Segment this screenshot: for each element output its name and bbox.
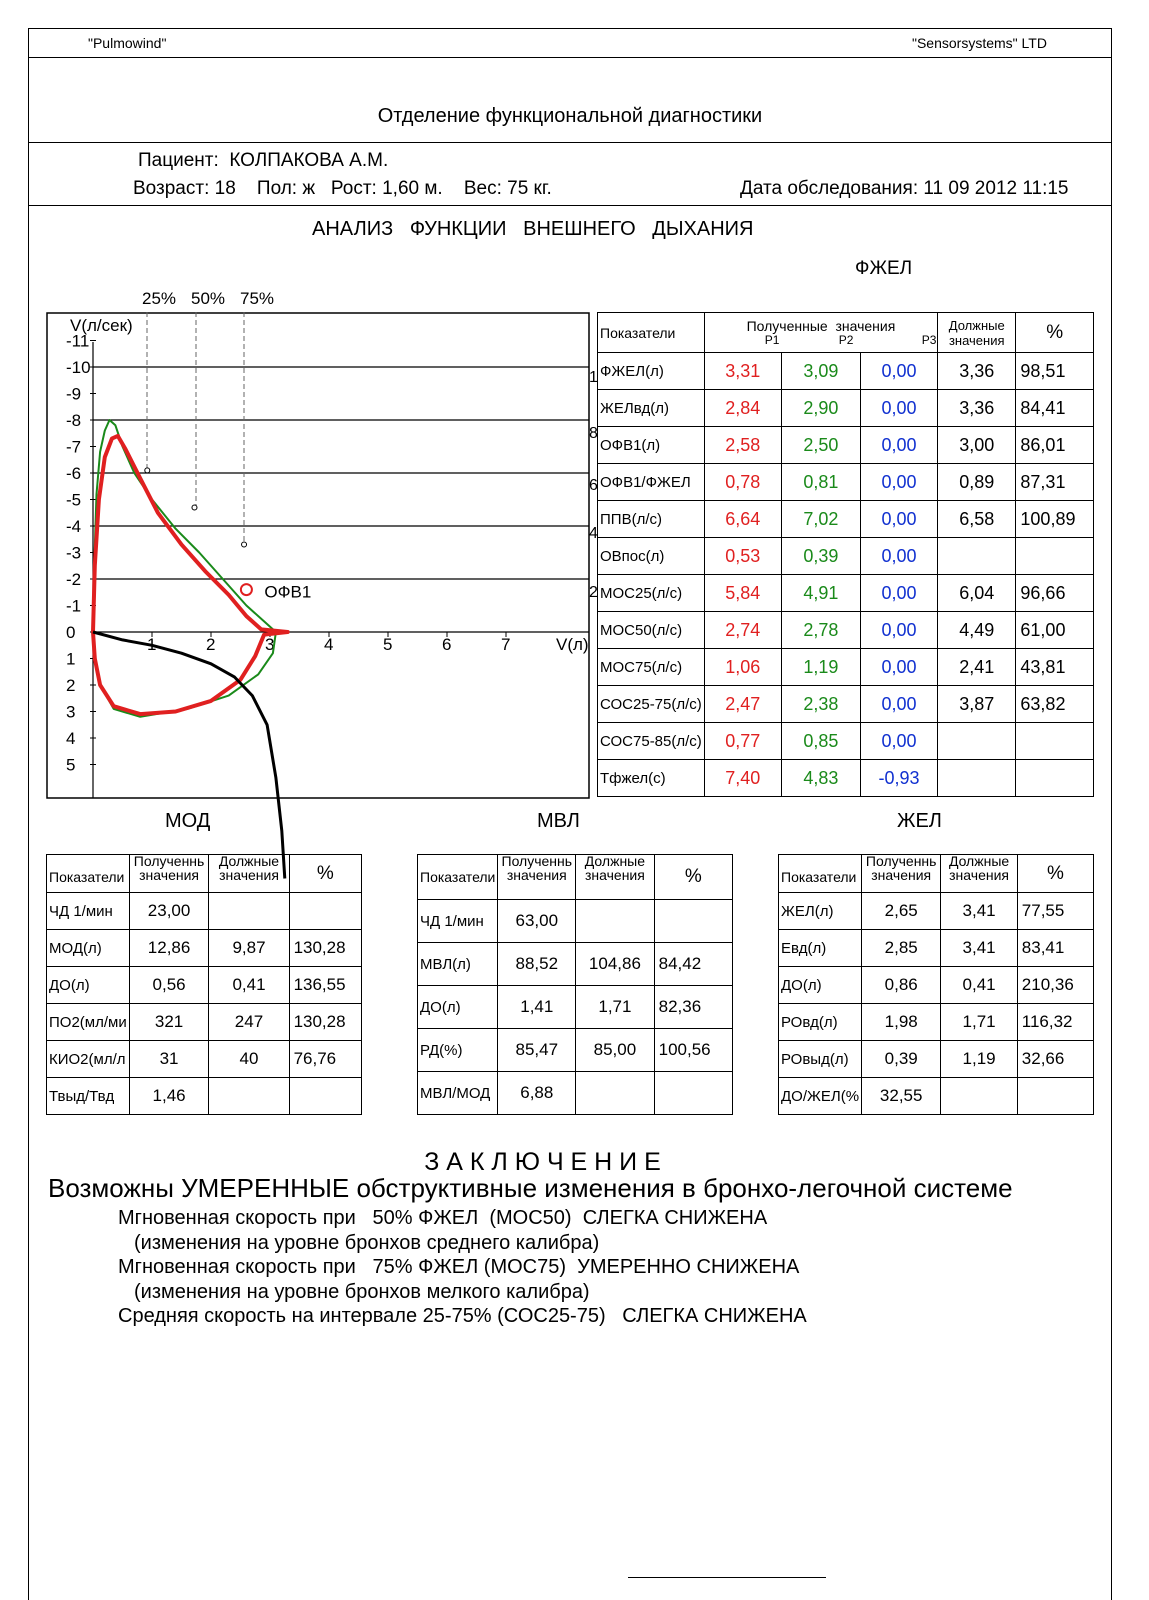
predicted-header-1: Должные: [584, 853, 646, 869]
obtained-cell: 85,47: [498, 1029, 576, 1072]
p2-cell: 3,09: [781, 353, 860, 390]
indicator-cell: ОВпос(л): [598, 538, 705, 575]
p3-cell: 0,00: [860, 464, 937, 501]
predicted-label-1: Должные: [948, 317, 1005, 333]
fzhel-header-row: [598, 313, 1094, 353]
y-tick-label: 1: [66, 649, 76, 669]
mod-row: [47, 893, 362, 930]
vendor-name: "Sensorsystems" LTD: [912, 35, 1047, 51]
percent-cell: [1016, 723, 1094, 760]
indicator-cell: МОС75(л/с): [598, 649, 705, 686]
chart-border: [47, 313, 589, 798]
obtained-cell: 321: [129, 1004, 209, 1041]
x-tick-label: 7: [501, 635, 511, 654]
p2-cell: 2,78: [781, 612, 860, 649]
height-value: 1,60 м.: [382, 178, 443, 199]
indicator-cell: ФЖЕЛ(л): [598, 353, 705, 390]
percent-cell: 82,36: [654, 986, 732, 1029]
fzhel-row: [598, 760, 1094, 797]
zhel-title: ЖЕЛ: [897, 810, 942, 832]
conclusion-line-3: Мгновенная скорость при 75% ФЖЕЛ (МОС75) УМЕРЕННО СНИЖЕНА: [118, 1256, 800, 1278]
mvl-header-predicted: [576, 855, 654, 900]
indicator-cell: МОС50(л/с): [598, 612, 705, 649]
predicted-cell: 247: [209, 1004, 289, 1041]
percent-header: %: [684, 866, 702, 887]
predicted-cell: [938, 538, 1016, 575]
predicted-label-2: значения: [948, 332, 1005, 348]
predicted-cell: [209, 1078, 289, 1115]
predicted-marker: [145, 468, 150, 473]
x-tick-label: 4: [324, 635, 334, 654]
predicted-marker: [192, 505, 197, 510]
predicted-cell: 0,89: [938, 464, 1016, 501]
p1-cell: 2,58: [704, 427, 781, 464]
percent-cell: 136,55: [289, 967, 361, 1004]
p3-cell: 0,00: [860, 501, 937, 538]
predicted-cell: 2,41: [938, 649, 1016, 686]
fzhel-obtained-label: Полученные значения: [746, 318, 896, 334]
patient-name: КОЛПАКОВА А.М.: [229, 150, 389, 171]
predicted-cell: 4,49: [938, 612, 1016, 649]
predicted-cell: 3,36: [938, 353, 1016, 390]
zhel-row: [779, 893, 1094, 930]
mvl-title: МВЛ: [537, 810, 580, 832]
signature-line: [628, 1577, 826, 1578]
predicted-cell: 104,86: [576, 943, 654, 986]
p3-cell: 0,00: [860, 612, 937, 649]
predicted-header-2: значения: [949, 867, 1009, 883]
obtained-header-1: Полученнь: [865, 853, 937, 869]
right-tick-label: 6: [589, 477, 598, 494]
p1-cell: 7,40: [704, 760, 781, 797]
fzhel-section-title: ФЖЕЛ: [855, 258, 913, 279]
y-tick-label: -2: [66, 570, 82, 589]
mvl-table: [417, 854, 733, 1115]
zhel-row: [779, 930, 1094, 967]
indicator-header: Показатели: [420, 869, 496, 885]
mvl-header-indicator: [418, 855, 498, 900]
mvl-row: [418, 900, 733, 943]
indicator-cell: МВЛ(л): [418, 943, 498, 986]
zhel-header-indicator: [779, 855, 862, 893]
p2-cell: 1,19: [781, 649, 860, 686]
p3-cell: -0,93: [860, 760, 937, 797]
p2-cell: 2,38: [781, 686, 860, 723]
x-tick-label: 6: [442, 635, 452, 654]
x-tick-label: 1: [147, 635, 157, 654]
predicted-header-1: Должные: [218, 853, 280, 869]
fzhel-header-predicted: [938, 313, 1016, 353]
conclusion-line-2: (изменения на уровне бронхов среднего калибра): [134, 1232, 600, 1254]
predicted-header-1: Должные: [948, 853, 1010, 869]
indicator-cell: ППВ(л/с): [598, 501, 705, 538]
percent-cell: 96,66: [1016, 575, 1094, 612]
predicted-cell: 6,58: [938, 501, 1016, 538]
p3-cell: 0,00: [860, 390, 937, 427]
y-tick-label: -3: [66, 543, 82, 563]
weight-label: Вес:: [463, 178, 502, 199]
percent-cell: [289, 1078, 361, 1115]
predicted-cell: 1,19: [941, 1041, 1017, 1078]
predicted-cell: [941, 1078, 1017, 1115]
age-label: Возраст:: [133, 178, 210, 199]
mod-header-row: [47, 855, 362, 893]
conclusion-main: Возможны УМЕРЕННЫЕ обструктивные изменения в бронхо-легочной системе: [48, 1173, 1013, 1203]
obtained-cell: 32,55: [862, 1078, 941, 1115]
indicator-cell: МОД(л): [47, 930, 130, 967]
fzhel-row: [598, 649, 1094, 686]
fzhel-row: [598, 390, 1094, 427]
mod-row: [47, 930, 362, 967]
zhel-row: [779, 1041, 1094, 1078]
mvl-header-obtained: [498, 855, 576, 900]
x-tick-label: 5: [383, 635, 393, 654]
y-tick-label: -4: [66, 517, 82, 536]
p2-cell: 0,81: [781, 464, 860, 501]
percent-cell: 130,28: [289, 930, 361, 967]
department-title: Отделение функциональной диагностики: [377, 105, 763, 127]
percent-cell: [1016, 538, 1094, 575]
y-tick-label: 4: [66, 729, 76, 748]
patient-line: [138, 150, 388, 172]
predicted-cell: [938, 760, 1016, 797]
percent-cell: [654, 900, 732, 943]
percent-cell: 63,82: [1016, 686, 1094, 723]
percent-cell: [1017, 1078, 1093, 1115]
zhel-row: [779, 1078, 1094, 1115]
conclusion-line-1: Мгновенная скорость при 50% ФЖЕЛ (МОС50) СЛЕГКА СНИЖЕНА: [118, 1207, 768, 1229]
predicted-cell: 1,71: [941, 1004, 1017, 1041]
right-tick-label: 2: [589, 584, 598, 601]
indicator-cell: ЖЕЛ(л): [779, 893, 862, 930]
zhel-header-predicted: [941, 855, 1017, 893]
exam-date-value: 11 09 2012 11:15: [923, 178, 1069, 199]
indicator-cell: ПО2(мл/ми: [47, 1004, 130, 1041]
indicator-cell: РОвыд(л): [779, 1041, 862, 1078]
fzhel-row: [598, 686, 1094, 723]
y-tick-label: -8: [66, 411, 82, 430]
percent-cell: 100,56: [654, 1029, 732, 1072]
p1-cell: 2,84: [704, 390, 781, 427]
predicted-header-2: значения: [219, 867, 279, 883]
percent-cell: 86,01: [1016, 427, 1094, 464]
fzhel-row: [598, 575, 1094, 612]
y-tick-label: 0: [66, 623, 76, 642]
fzhel-header-percent: %: [1016, 313, 1094, 353]
fzhel-header-indicator: Показатели: [598, 313, 705, 353]
weight-value: 75 кг.: [507, 178, 552, 199]
percent-cell: 61,00: [1016, 612, 1094, 649]
mvl-row: [418, 1072, 733, 1115]
mod-header-obtained: [129, 855, 209, 893]
predicted-cell: 85,00: [576, 1029, 654, 1072]
fzhel-row: [598, 612, 1094, 649]
indicator-cell: ОФВ1/ФЖЕЛ: [598, 464, 705, 501]
fzhel-row: [598, 427, 1094, 464]
mod-title: МОД: [165, 810, 211, 832]
zhel-header-obtained: [862, 855, 941, 893]
percent-cell: 116,32: [1017, 1004, 1093, 1041]
exam-date-label: Дата обследования:: [740, 178, 919, 199]
percent-cell: 210,36: [1017, 967, 1093, 1004]
fzhel-row: [598, 538, 1094, 575]
y-axis-label: V(л/сек): [70, 316, 133, 335]
predicted-cell: 3,00: [938, 427, 1016, 464]
predicted-cell: 0,41: [209, 967, 289, 1004]
y-tick-label: -11: [66, 331, 90, 351]
p3-cell: 0,00: [860, 723, 937, 760]
indicator-cell: Евд(л): [779, 930, 862, 967]
y-tick-label: 3: [66, 702, 76, 722]
obtained-header-1: Полученнь: [501, 853, 573, 869]
predicted-cell: [209, 893, 289, 930]
report-title: АНАЛИЗ ФУНКЦИИ ВНЕШНЕГО ДЫХАНИЯ: [312, 218, 754, 240]
indicator-cell: ДО(л): [418, 986, 498, 1029]
indicator-cell: ДО(л): [779, 967, 862, 1004]
percent-cell: 130,28: [289, 1004, 361, 1041]
obtained-cell: 63,00: [498, 900, 576, 943]
obtained-cell: 88,52: [498, 943, 576, 986]
obtained-cell: 2,65: [862, 893, 941, 930]
predicted-cell: 3,41: [941, 930, 1017, 967]
predicted-cell: 6,04: [938, 575, 1016, 612]
p3-cell: 0,00: [860, 538, 937, 575]
patient-details: [133, 178, 552, 200]
mod-header-percent: [289, 855, 361, 893]
p3-label: P3: [921, 333, 937, 347]
obtained-cell: 0,39: [862, 1041, 941, 1078]
obtained-cell: 1,41: [498, 986, 576, 1029]
p2-cell: 0,39: [781, 538, 860, 575]
p2-cell: 0,85: [781, 723, 860, 760]
predicted-cell: 9,87: [209, 930, 289, 967]
conclusion-line-4: (изменения на уровне бронхов мелкого калибра): [134, 1281, 590, 1303]
patient-divider: [28, 205, 1112, 206]
predicted-cell: [576, 900, 654, 943]
y-tick-label: 5: [66, 755, 76, 775]
p3-cell: 0,00: [860, 575, 937, 612]
fzhel-table: [597, 312, 1094, 797]
mod-header-indicator: [47, 855, 130, 893]
conclusion-title: З А К Л Ю Ч Е Н И Е: [424, 1148, 661, 1176]
mod-row: [47, 967, 362, 1004]
right-tick-label: 4: [589, 525, 598, 542]
indicator-cell: РОвд(л): [779, 1004, 862, 1041]
p3-cell: 0,00: [860, 649, 937, 686]
obtained-cell: 23,00: [129, 893, 209, 930]
p1-cell: 2,47: [704, 686, 781, 723]
predicted-cell: 40: [209, 1041, 289, 1078]
indicator-header: Показатели: [49, 869, 125, 885]
x-axis-label: V(л): [556, 635, 589, 654]
conclusion-line-5: Средняя скорость на интервале 25-75% (СОС25-75) СЛЕГКА СНИЖЕНА: [118, 1305, 807, 1327]
percent-cell: 98,51: [1016, 353, 1094, 390]
indicator-cell: КИО2(мл/л: [47, 1041, 130, 1078]
mvl-row: [418, 986, 733, 1029]
predicted-cell: [938, 723, 1016, 760]
p2-label: P2: [838, 333, 854, 347]
mod-row: [47, 1078, 362, 1115]
p1-cell: 5,84: [704, 575, 781, 612]
zhel-header-row: [779, 855, 1094, 893]
percent-label-75: 75%: [240, 289, 275, 308]
indicator-cell: СОС75-85(л/с): [598, 723, 705, 760]
department-divider: [28, 142, 1112, 143]
indicator-cell: ОФВ1(л): [598, 427, 705, 464]
height-label: Рост:: [330, 178, 377, 199]
right-tick-label: 1: [589, 369, 598, 386]
percent-cell: 83,41: [1017, 930, 1093, 967]
percent-cell: 87,31: [1016, 464, 1094, 501]
fzhel-header-obtained: [704, 313, 937, 353]
p2-cell: 2,90: [781, 390, 860, 427]
obtained-cell: 0,56: [129, 967, 209, 1004]
exam-date: [740, 178, 1069, 200]
predicted-cell: 3,36: [938, 390, 1016, 427]
obtained-cell: 12,86: [129, 930, 209, 967]
predicted-cell: 0,41: [941, 967, 1017, 1004]
x-tick-label: 3: [265, 635, 275, 654]
obtained-cell: 1,46: [129, 1078, 209, 1115]
y-tick-label: -6: [66, 464, 82, 483]
mvl-header-percent: [654, 855, 732, 900]
sex-label: Пол:: [256, 178, 298, 199]
zhel-row: [779, 967, 1094, 1004]
percent-cell: 84,42: [654, 943, 732, 986]
y-tick-label: -5: [66, 490, 82, 510]
percent-cell: 77,55: [1017, 893, 1093, 930]
p1-cell: 2,74: [704, 612, 781, 649]
percent-cell: 100,89: [1016, 501, 1094, 538]
obtained-header-2: значения: [871, 867, 932, 883]
indicator-cell: РД(%): [418, 1029, 498, 1072]
predicted-marker: [242, 542, 247, 547]
percent-cell: 76,76: [289, 1041, 361, 1078]
obtained-header-2: значения: [139, 867, 199, 883]
obtained-cell: 1,98: [862, 1004, 941, 1041]
p1-cell: 3,31: [704, 353, 781, 390]
y-tick-label: -1: [66, 596, 82, 616]
flow-volume-series: [93, 420, 276, 717]
percent-label-50: 50%: [191, 289, 226, 308]
p1-cell: 0,53: [704, 538, 781, 575]
fzhel-row: [598, 353, 1094, 390]
zhel-row: [779, 1004, 1094, 1041]
p3-cell: 0,00: [860, 427, 937, 464]
y-tick-label: 2: [66, 676, 76, 695]
indicator-header: Показатели: [781, 869, 857, 885]
obtained-cell: 2,85: [862, 930, 941, 967]
indicator-cell: СОС25-75(л/с): [598, 686, 705, 723]
predicted-cell: 3,87: [938, 686, 1016, 723]
p2-cell: 7,02: [781, 501, 860, 538]
predicted-cell: 3,41: [941, 893, 1017, 930]
fzhel-row: [598, 723, 1094, 760]
percent-cell: 43,81: [1016, 649, 1094, 686]
p2-cell: 4,83: [781, 760, 860, 797]
indicator-cell: ЖЕЛвд(л): [598, 390, 705, 427]
obtained-header-1: Полученнь: [133, 853, 205, 869]
predicted-cell: [576, 1072, 654, 1115]
p3-cell: 0,00: [860, 353, 937, 390]
percent-header: %: [1046, 862, 1064, 884]
x-tick-label: 2: [206, 635, 216, 654]
age-value: 18: [214, 178, 236, 199]
p1-cell: 0,77: [704, 723, 781, 760]
indicator-cell: МВЛ/МОД: [418, 1072, 498, 1115]
mvl-row: [418, 943, 733, 986]
mod-header-predicted: [209, 855, 289, 893]
percent-cell: [1016, 760, 1094, 797]
p2-cell: 4,91: [781, 575, 860, 612]
percent-cell: 32,66: [1017, 1041, 1093, 1078]
indicator-cell: ЧД 1/мин: [47, 893, 130, 930]
p2-cell: 2,50: [781, 427, 860, 464]
obtained-header-2: значения: [506, 867, 567, 883]
right-tick-label: 8: [589, 425, 598, 442]
indicator-cell: Тфжел(с): [598, 760, 705, 797]
obtained-cell: 0,86: [862, 967, 941, 1004]
flow-volume-chart: [46, 312, 598, 800]
mvl-row: [418, 1029, 733, 1072]
obtained-cell: 6,88: [498, 1072, 576, 1115]
y-tick-label: -9: [66, 384, 82, 404]
predicted-cell: 1,71: [576, 986, 654, 1029]
indicator-cell: МОС25(л/с): [598, 575, 705, 612]
predicted-header-2: значения: [584, 867, 645, 883]
ofv1-annotation: ОФВ1: [264, 582, 312, 602]
mvl-header-row: [418, 855, 733, 900]
indicator-cell: Твыд/Твд: [47, 1078, 130, 1115]
indicator-cell: ДО/ЖЕЛ(%: [779, 1078, 862, 1115]
mod-table: [46, 854, 362, 1115]
mod-row: [47, 1004, 362, 1041]
percent-header: %: [316, 862, 334, 884]
indicator-cell: ЧД 1/мин: [418, 900, 498, 943]
p1-cell: 0,78: [704, 464, 781, 501]
zhel-table: [778, 854, 1094, 1115]
sex-value: ж: [302, 178, 316, 199]
mod-row: [47, 1041, 362, 1078]
y-tick-label: -7: [66, 437, 82, 457]
percent-cell: [654, 1072, 732, 1115]
percent-cell: [289, 893, 361, 930]
fzhel-row: [598, 501, 1094, 538]
p3-cell: 0,00: [860, 686, 937, 723]
percent-cell: 84,41: [1016, 390, 1094, 427]
p1-cell: 6,64: [704, 501, 781, 538]
fzhel-row: [598, 464, 1094, 501]
zhel-header-percent: [1017, 855, 1093, 893]
ofv1-marker: [241, 584, 252, 595]
software-name: "Pulmowind": [88, 35, 167, 51]
patient-name-label: Пациент:: [138, 150, 219, 171]
header-divider: [28, 57, 1112, 58]
obtained-cell: 31: [129, 1041, 209, 1078]
percent-label-25: 25%: [142, 289, 177, 308]
y-tick-label: -10: [66, 358, 91, 377]
p1-label: P1: [764, 333, 780, 347]
indicator-cell: ДО(л): [47, 967, 130, 1004]
p1-cell: 1,06: [704, 649, 781, 686]
